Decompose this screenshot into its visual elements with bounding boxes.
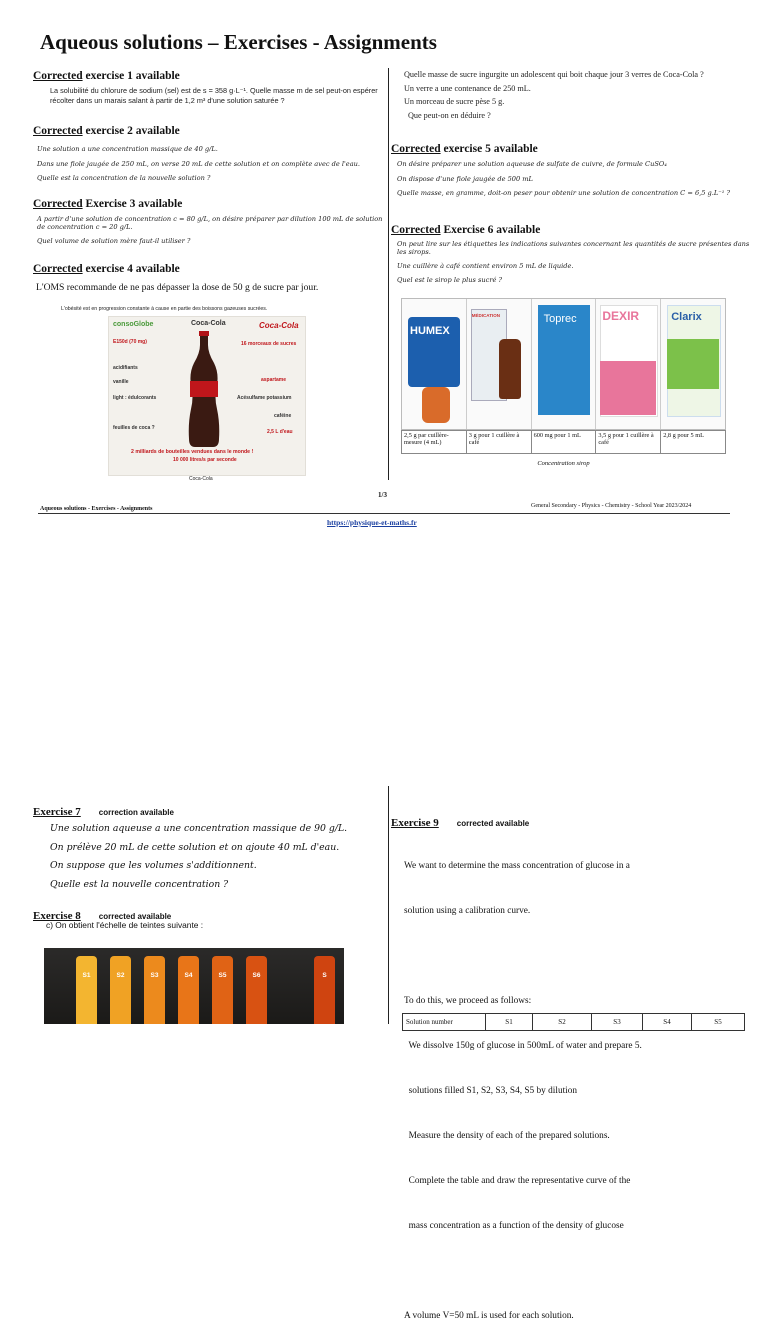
tube-s3: S3 [144,956,165,1024]
exercise-4-heading: Corrected exercise 4 available [33,263,180,275]
infographic-caption: L'obésité est en progression constante à cause en partie des boissons gazeuses sucrées. [61,306,268,312]
syrup-caption: Concentration sirop [537,460,590,467]
table-cell: 3 g pour 1 cuillère à café [466,431,531,454]
consoglobe-logo: consoGlobe [113,321,154,328]
table-cell: 2,5 g par cuillère-mesure (4 mL) [402,431,467,454]
syrup-comparison [401,298,726,467]
table-header-cell: Solution number [403,1014,486,1031]
table-header-cell: S3 [592,1014,643,1031]
exercise-5-text: On désire préparer une solution aqueuse de sulfate de cuivre, de formule CuSO₄ On dispose d'une fiole jaugée de 500 mL Quelle masse, en gramme, doit-on peser pour obtenir une solution de concentration C = 6,5 g.L⁻¹ ? [397,160,730,197]
exercise-3-text: A partir d'une solution de concentration c = 80 g/L, on désire préparer par dilution 100 mL de solution de concentration c = 20 g/L. Quel volume de solution mère faut-il utiliser ? [37,215,383,245]
infographic-bottom-caption: Coca-Cola [189,476,213,482]
table-header-cell: S1 [486,1014,533,1031]
exercise-6-heading: Corrected Exercise 6 available [391,224,541,236]
exercise-8-text: c) On obtient l'échelle de teintes suivante : [46,920,204,930]
tube-s1: S1 [76,956,97,1024]
footer-left: Aqueous solutions - Exercises - Assignments [40,506,153,512]
exercise-3-heading: Corrected Exercise 3 available [33,198,183,210]
footer-rule [38,513,730,514]
syrup-toprec: Toprec [532,299,597,429]
exercise-1-text: La solubilité du chlorure de sodium (sel) est de s = 358 g·L⁻¹. Quelle masse m de sel peut-on espérer récolter dans un marais salant à partir de 1,2 m³ d'une solution saturée ? [50,86,378,105]
column-divider [388,68,389,480]
syrup-dexir: DEXIR [596,299,661,429]
exercise-6-text: On peut lire sur les étiquettes les indications suivantes concernant les quantités de sucre présentes dans les sirops. Une cuillère à café contient environ 5 mL de liquide. Quel est le sirop le plus sucré ? [397,240,750,284]
tube-s: S [314,956,335,1024]
tube-s6: S6 [246,956,267,1024]
exercise-7-text: Une solution aqueuse a une concentration massique de 90 g/L. On prélève 20 mL de cette solution et on ajoute 40 mL d'eau. On suppose que les volumes s'additionnent. Quelle est la nouvelle concentration ? [50,823,348,890]
exercise-9-heading: Exercise 9 corrected available [391,817,530,829]
exercise-5-heading: Corrected exercise 5 available [391,143,538,155]
footer-right: General Secondary - Physics - Chemistry - School Year 2023/2024 [531,503,692,509]
tube-s2: S2 [110,956,131,1024]
exercise-4-questions: Quelle masse de sucre ingurgite un adolescent qui boit chaque jour 3 verres de Coca-Cola ? Un verre a une contenance de 250 mL. Un morceau de sucre pèse 5 g. Que peut-on en déduire ? [404,70,704,120]
exercise-7-heading: Exercise 7 correction available [33,806,174,818]
page-number: 1/3 [378,491,387,499]
tube-s5: S5 [212,956,233,1024]
table-cell: 2,8 g pour 5 mL [661,431,726,454]
coca-cola-logo: Coca-Cola [259,321,299,330]
coca-cola-infographic: consoGlobe Coca-Cola Coca-Cola E150d (70 mg) acidifiants vanille light : édulcorants feuilles de coca ? 16 morceaux de sucres aspartame Acésulfame potassium caféine 2,5 L d'eau 2 milliards de bouteilles vendues dans le monde ! 10 000 litres/s par seconde [108,316,306,476]
exercise-8-heading: Exercise 8 corrected available [33,910,172,922]
syrup-sugar-table [401,430,726,454]
syrup-humex: HUMEX [402,299,467,429]
exercise-9-text: We want to determine the mass concentration of glucose in a solution using a calibration curve. To do this, we proceed as follows: We dissolve 150g of glucose in 500mL of water and prepare 5. solutions filled S1, S2, S3, S4, S5 by dilution Measure the density of each of the prepared solutions. Complete the table and draw the representative curve of the mass concentration as a function of the density of glucose A volume V=50 mL is used for each solution. [404,861,642,1321]
table-row [403,1014,745,1031]
page-title: Aqueous solutions – Exercises - Assignments [40,30,437,54]
syrup-clarix: Clarix [661,299,725,429]
syrup-images [401,298,726,430]
site-link[interactable]: https://physique-et-maths.fr [327,518,417,527]
table-header-cell: S5 [692,1014,745,1031]
table-cell: 600 mg pour 1 mL [531,431,596,454]
table-cell: 3,5 g pour 1 cuillère à café [596,431,661,454]
cola-bottle-icon [187,331,221,447]
table-header-cell: S4 [643,1014,692,1031]
exercise-1-heading: Corrected exercise 1 available [33,70,180,82]
solution-table [402,1013,745,1031]
exercise-4-text: L'OMS recommande de ne pas dépasser la dose de 50 g de sucre par jour. [36,282,319,293]
column-divider [388,786,389,1024]
exercise-2-text: Une solution a une concentration massique de 40 g/L. Dans une fiole jaugée de 250 mL, on verse 20 mL de cette solution et on complète avec de l'eau. Quelle est la concentration de la nouvelle solution ? [37,145,360,182]
tint-scale-photo [44,948,344,1024]
table-header-cell: S2 [533,1014,592,1031]
syrup-medication: MÉDICATION [467,299,532,429]
tube-s4: S4 [178,956,199,1024]
exercise-2-heading: Corrected exercise 2 available [33,125,180,137]
